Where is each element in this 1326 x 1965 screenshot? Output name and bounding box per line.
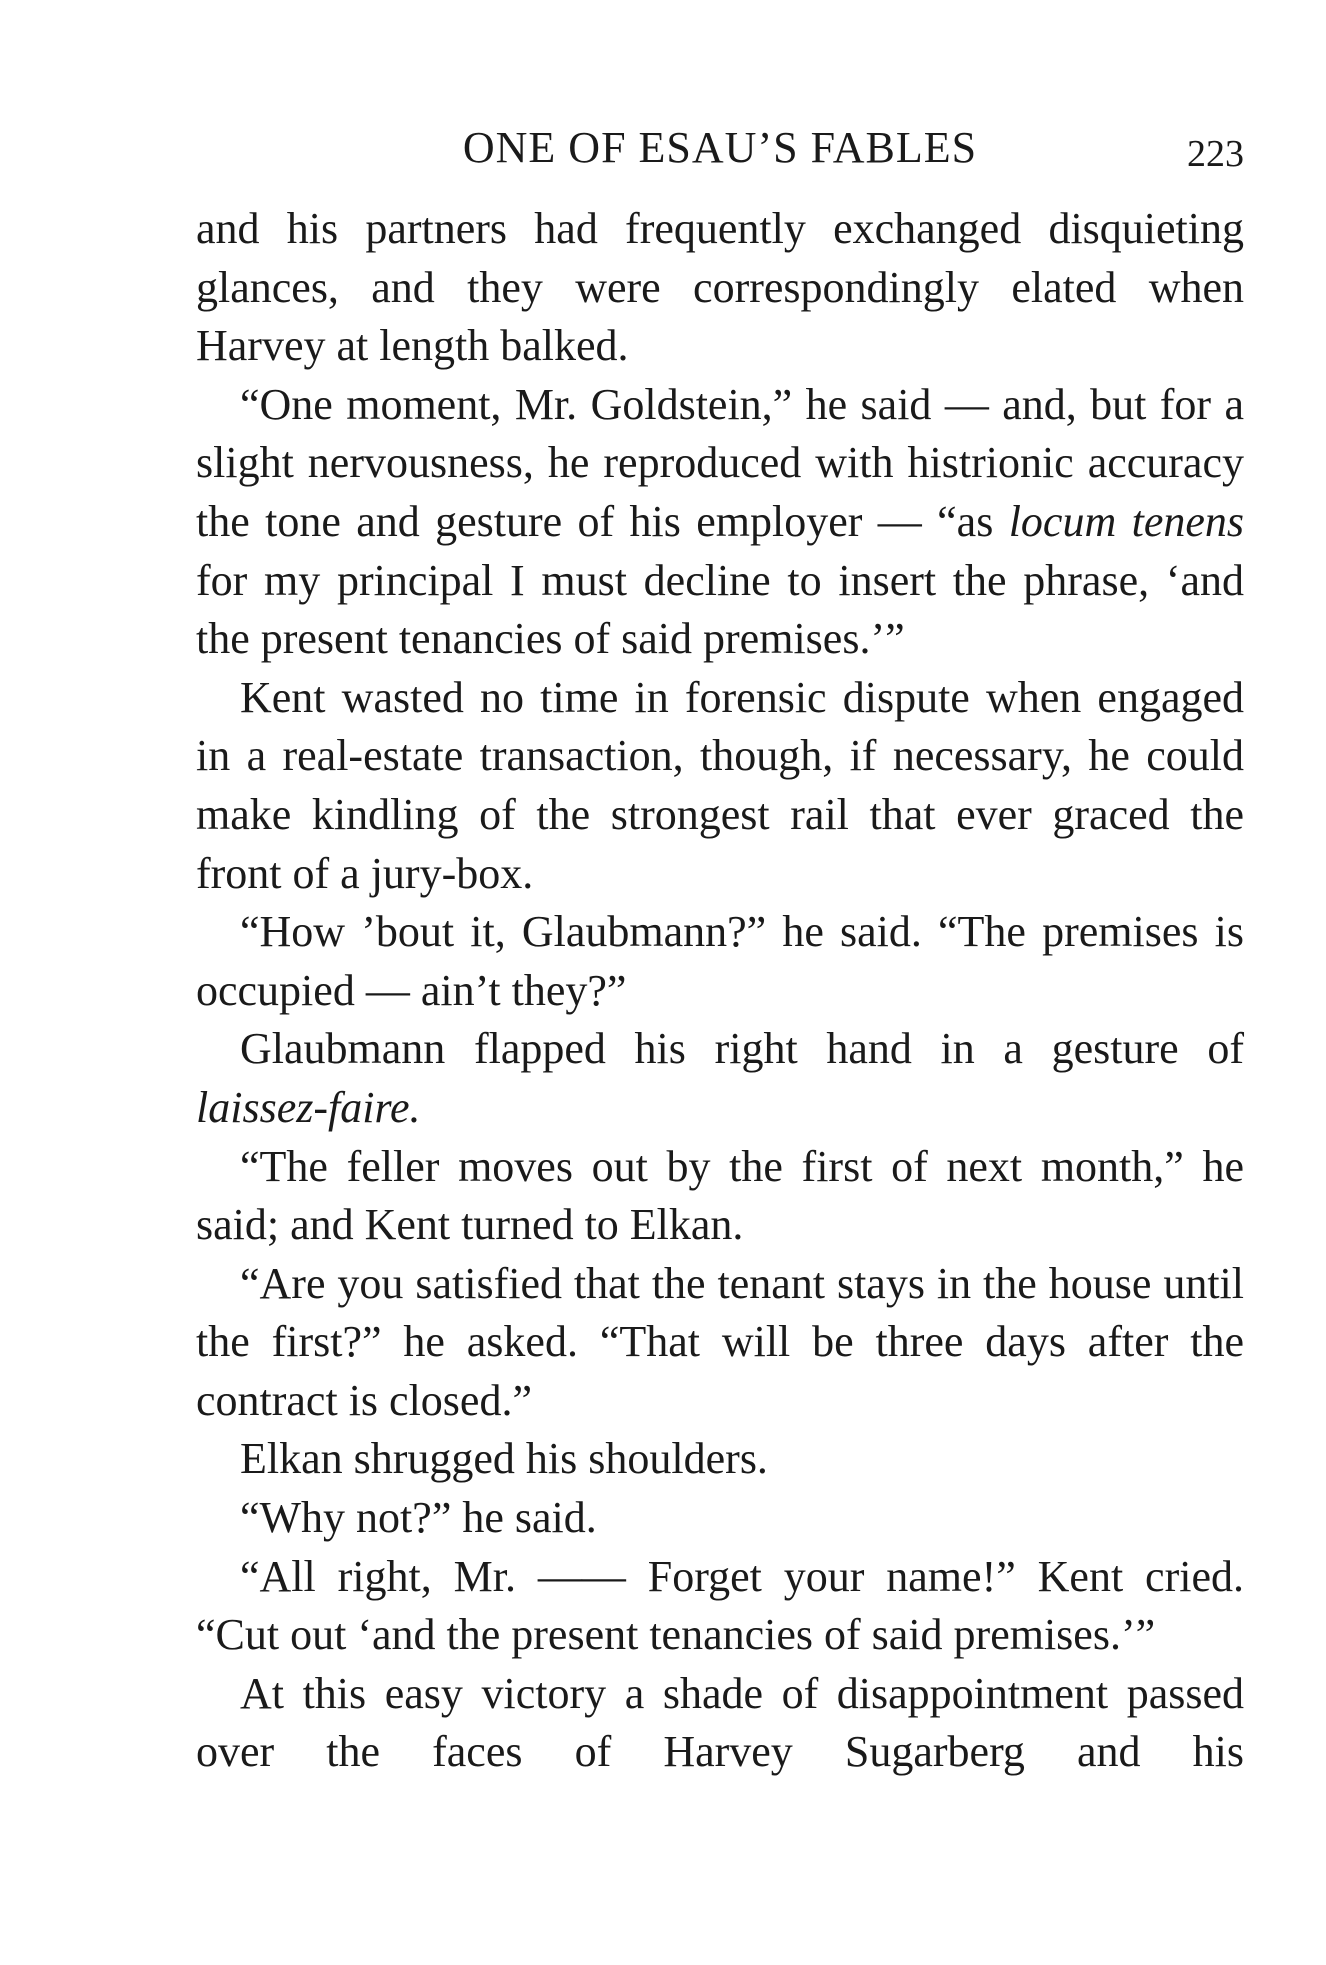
- paragraph-4: “How ’bout it, Glaubmann?” he said. “The premises is occupied — ain’t they?”: [196, 907, 1244, 1015]
- paragraph-9: “Why not?” he said.: [240, 1493, 597, 1543]
- body-text: [196, 200, 1244, 1782]
- paragraph-3: Kent wasted no time in forensic dispute when engaged in a real-estate transaction, though, if necessary, he could make kindling of the strongest rail that ever graced the front of a jury-box.: [196, 672, 1244, 898]
- paragraph-8: Elkan shrugged his shoulders.: [240, 1434, 768, 1484]
- paragraph-2-italic: locum tenens: [1008, 496, 1245, 546]
- paragraph-1: and his partners had frequently exchanged disquieting glances, and they were correspondingly elated when Harvey at length balked.: [196, 204, 1244, 371]
- paragraph-2-text-a: “One moment, Mr. Goldstein,” he said — and, but for a slight nervousness, he reproduced with histrionic accuracy the tone and gesture of his employer — “as: [196, 379, 1244, 546]
- paragraph-5-text: Glaubmann flapped his right hand in a gesture of: [240, 1024, 1244, 1074]
- paragraph-5-italic: laissez-faire.: [196, 1082, 421, 1132]
- paragraph-2-text-b: for my principal I must decline to insert the phrase, ‘and the present tenancies of said premises.’”: [196, 555, 1244, 664]
- paragraph-5: [196, 1020, 1244, 1137]
- page-number: 223: [1187, 133, 1244, 175]
- paragraph-2: [196, 376, 1244, 669]
- paragraph-10: “All right, Mr. —— Forget your name!” Kent cried. “Cut out ‘and the present tenancies of said premises.’”: [196, 1551, 1244, 1660]
- paragraph-6: “The feller moves out by the first of next month,” he said; and Kent turned to Elkan.: [196, 1141, 1244, 1250]
- paragraph-11: At this easy victory a shade of disappointment passed over the faces of Harvey Sugarberg and his: [196, 1668, 1244, 1777]
- running-head: [196, 118, 1244, 178]
- running-title: ONE OF ESAU’S FABLES: [462, 123, 978, 172]
- paragraph-7: “Are you satisfied that the tenant stays in the house until the first?” he asked. “That will be three days after the contract is closed.”: [196, 1258, 1244, 1425]
